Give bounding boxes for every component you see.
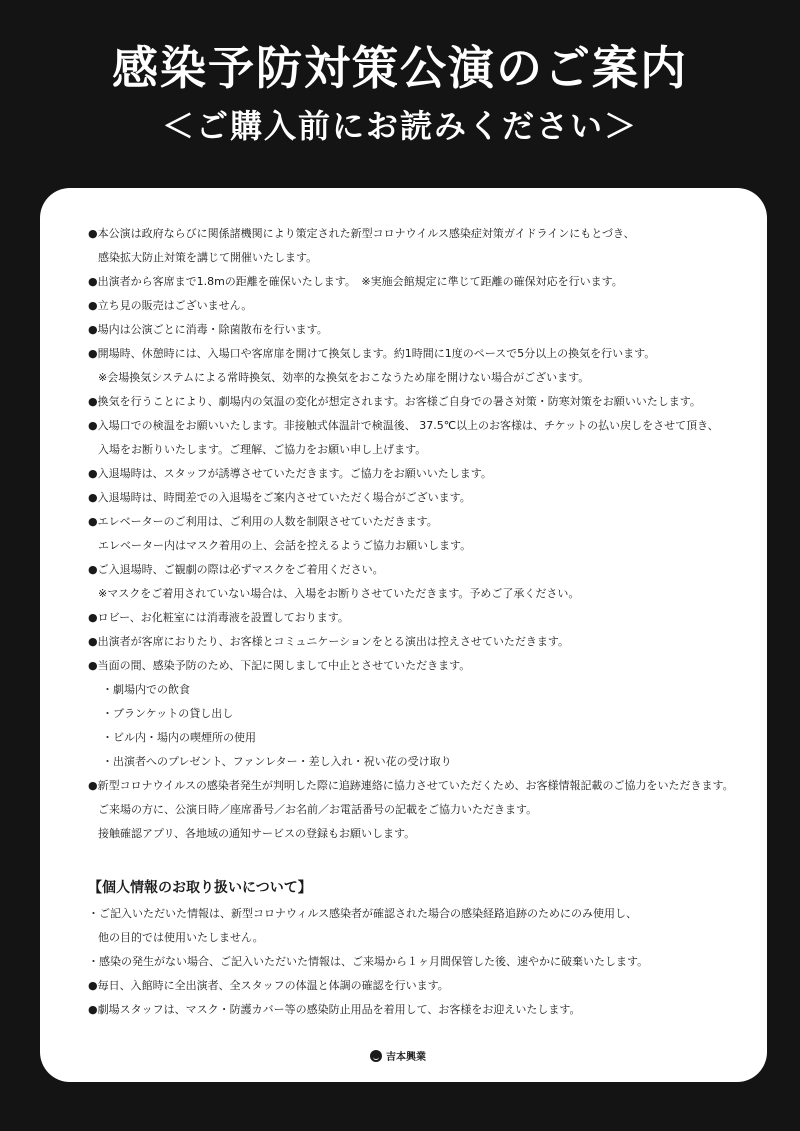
notice-line: ・ビル内・場内の喫煙所の使用 [102,731,256,744]
notice-line: 接触確認アプリ、各地域の通知サービスの登録もお願いします。 [98,827,416,840]
notice-line: ●入退場時は、時間差での入退場をご案内させていただく場合がございます。 [88,491,471,504]
notice-line: 入場をお断りいたします。ご理解、ご協力をお願い申し上げます。 [98,443,427,456]
notice-line: 他の目的では使用いたしません。 [98,931,264,944]
notice-line: ●新型コロナウイルスの感染者発生が判明した際に追跡連絡に協力させていただくため、お客様情報記載のご協力をいただきます。 [88,779,734,792]
page-title: 感染予防対策公演のご案内 [112,41,688,95]
notice-line: エレベーター内はマスク着用の上、会話を控えるようご協力お願いします。 [98,539,472,552]
notice-panel [40,188,767,1082]
notice-line: ご来場の方に、公演日時／座席番号／お名前／お電話番号の記載をご協力いただきます。 [98,803,538,816]
notice-line: ●劇場スタッフは、マスク・防護カバー等の感染防止用品を着用して、お客様をお迎えいたします。 [88,1003,581,1016]
privacy-list [88,902,758,1022]
notice-line: ●開場時、休憩時には、入場口や客席扉を開けて換気します。約1時間に1度のペースで5分以上の換気を行います。 [88,347,656,360]
notice-line: ●入場口での検温をお願いいたします。非接触式体温計で検温後、 37.5℃以上のお客様は、チケットの払い戻しをさせて頂き、 [88,419,719,432]
notice-line: ●当面の間、感染予防のため、下記に関しまして中止とさせていただきます。 [88,659,471,672]
notice-line: ※マスクをご着用されていない場合は、入場をお断りさせていただきます。予めご了承ください。 [98,587,580,600]
notice-line: ●ロビー、お化粧室には消毒液を設置しております。 [88,611,349,624]
notice-line: ●エレベーターのご利用は、ご利用の人数を制限させていただきます。 [88,515,438,528]
notice-line: ・ブランケットの貸し出し [102,707,234,720]
company-name: 吉本興業 [386,1052,426,1063]
notice-line: ●出演者が客席におりたり、お客様とコミュニケーションをとる演出は控えさせていただきます。 [88,635,570,648]
notice-line: 感染拡大防止対策を講じて開催いたします。 [98,251,318,264]
footer [370,1048,426,1063]
notice-line: ・出演者へのプレゼント、ファンレター・差し入れ・祝い花の受け取り [102,755,452,768]
notice-line: ●出演者から客席まで1.8mの距離を確保いたします。 ※実施会館規定に準じて距離の確保対応を行います。 [88,275,623,288]
privacy-heading: 【個人情報のお取り扱いについて】 [88,880,312,896]
notice-line: ※会場換気システムによる常時換気、効率的な換気をおこなうため扉を開けない場合がございます。 [98,371,590,384]
notice-line: ●入退場時は、スタッフが誘導させていただきます。ご協力をお願いいたします。 [88,467,492,480]
notice-line: ・ご記入いただいた情報は、新型コロナウィルス感染者が確認された場合の感染経路追跡のためにのみ使用し、 [88,907,638,920]
notice-line: ●ご入退場時、ご観劇の際は必ずマスクをご着用ください。 [88,563,384,576]
notice-line: ●換気を行うことにより、劇場内の気温の変化が想定されます。お客様ご自身での暑さ対策・防寒対策をお願いいたします。 [88,395,701,408]
notice-line: ●毎日、入館時に全出演者、全スタッフの体温と体調の確認を行います。 [88,979,449,992]
notice-line: ・感染の発生がない場合、ご記入いただいた情報は、ご来場から１ヶ月間保管した後、速やかに破棄いたします。 [88,955,649,968]
yoshimoto-logo-icon [370,1050,382,1062]
notice-line: ●本公演は政府ならびに関係諸機関により策定された新型コロナウイルス感染症対策ガイドラインにもとづき、 [88,227,635,240]
notice-line: ・劇場内での飲食 [102,683,190,696]
notice-line: ●立ち見の販売はございません。 [88,299,253,312]
page-subtitle: ＜ご購入前にお読みください＞ [161,107,638,145]
notice-list [88,222,758,846]
notice-line: ●場内は公演ごとに消毒・除菌散布を行います。 [88,323,328,336]
